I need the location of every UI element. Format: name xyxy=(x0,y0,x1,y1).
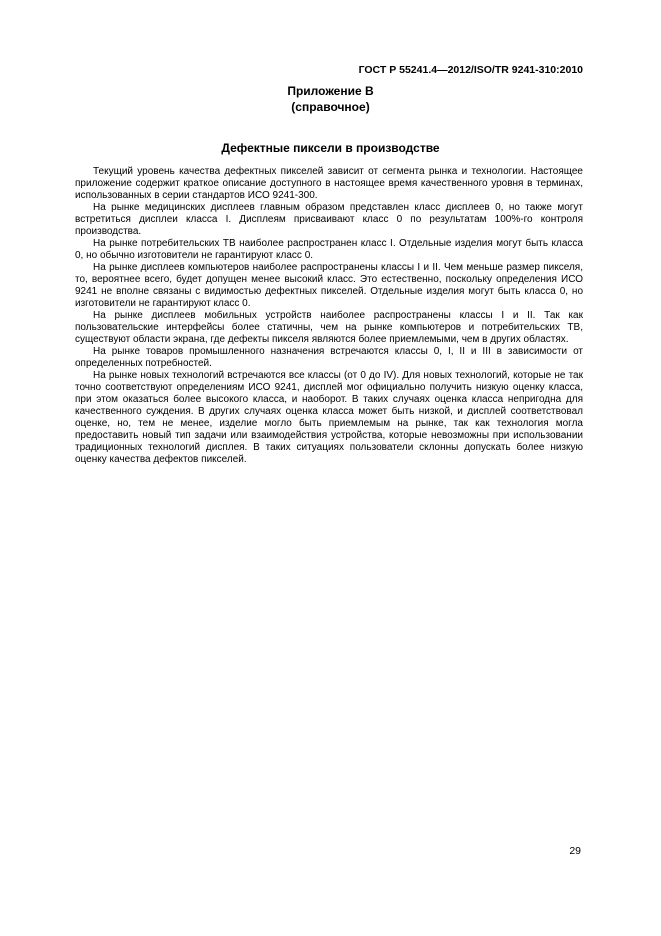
paragraph: На рынке дисплеев компьютеров наиболее распространены классы I и II. Чем меньше размер пикселя, то, вероятнее всего, будет допущен менее высокий класс. Это естественно, поскольку определения ИСО 9241 не вполне связаны с видимостью дефектных пикселей. Отдельные изделия могут быть класса 0, но изготовители не гарантируют класс 0. xyxy=(75,262,583,309)
page-number: 29 xyxy=(569,845,581,857)
section-title: Дефектные пиксели в производстве xyxy=(221,141,440,155)
paragraph: На рынке товаров промышленного назначения встречаются классы 0, I, II и III в зависимости от определенных потребностей. xyxy=(75,346,583,369)
paragraph: На рынке медицинских дисплеев главным образом представлен класс дисплеев 0, но также могут встретиться дисплеи класса I. Дисплеям присваивают класс 0 по результатам 100%-го контроля производства. xyxy=(75,202,583,237)
appendix-title: Приложение В xyxy=(287,84,374,98)
paragraph: Текущий уровень качества дефектных пикселей зависит от сегмента рынка и технологии. Настоящее приложение содержит краткое описание доступного в настоящее время качественного уровня в терминах, использованных в серии стандартов ИСО 9241-300. xyxy=(75,166,583,201)
paragraph: На рынке потребительских ТВ наиболее распространен класс I. Отдельные изделия могут быть класса 0, но обычно изготовители не гарантируют класс 0. xyxy=(75,238,583,261)
appendix-note: (справочное) xyxy=(291,100,370,114)
body-text xyxy=(75,166,583,466)
paragraph: На рынке дисплеев мобильных устройств наиболее распространены классы I и II. Так как пользовательские интерфейсы более статичны, чем на рынке компьютеров и потребительских ТВ, существуют области экрана, где дефекты пикселя являются более приемлемыми, чем в других областях. xyxy=(75,310,583,345)
paragraph: На рынке новых технологий встречаются все классы (от 0 до IV). Для новых технологий, которые не так точно соответствуют определениям ИСО 9241, дисплей мог официально получить низкую оценку класса, при этом оказаться более высокого класса, и наоборот. В таких случаях оценка класса непригодна для качественного суждения. В других случаях оценка класса может быть низкой, и дисплей соответствовал оценке, но, тем не менее, изделие могло быть приемлемым на рынке, так как технология могла предоставить новый тип задачи или взаимодействия устройства, которые невозможны при использовании традиционных технологий дисплея. В таких ситуациях пользователи склонны допускать более низкую оценку качества дефектов пикселей. xyxy=(75,370,583,465)
document-code-header: ГОСТ Р 55241.4—2012/ISO/TR 9241-310:2010 xyxy=(358,64,583,76)
appendix-heading xyxy=(0,83,661,115)
